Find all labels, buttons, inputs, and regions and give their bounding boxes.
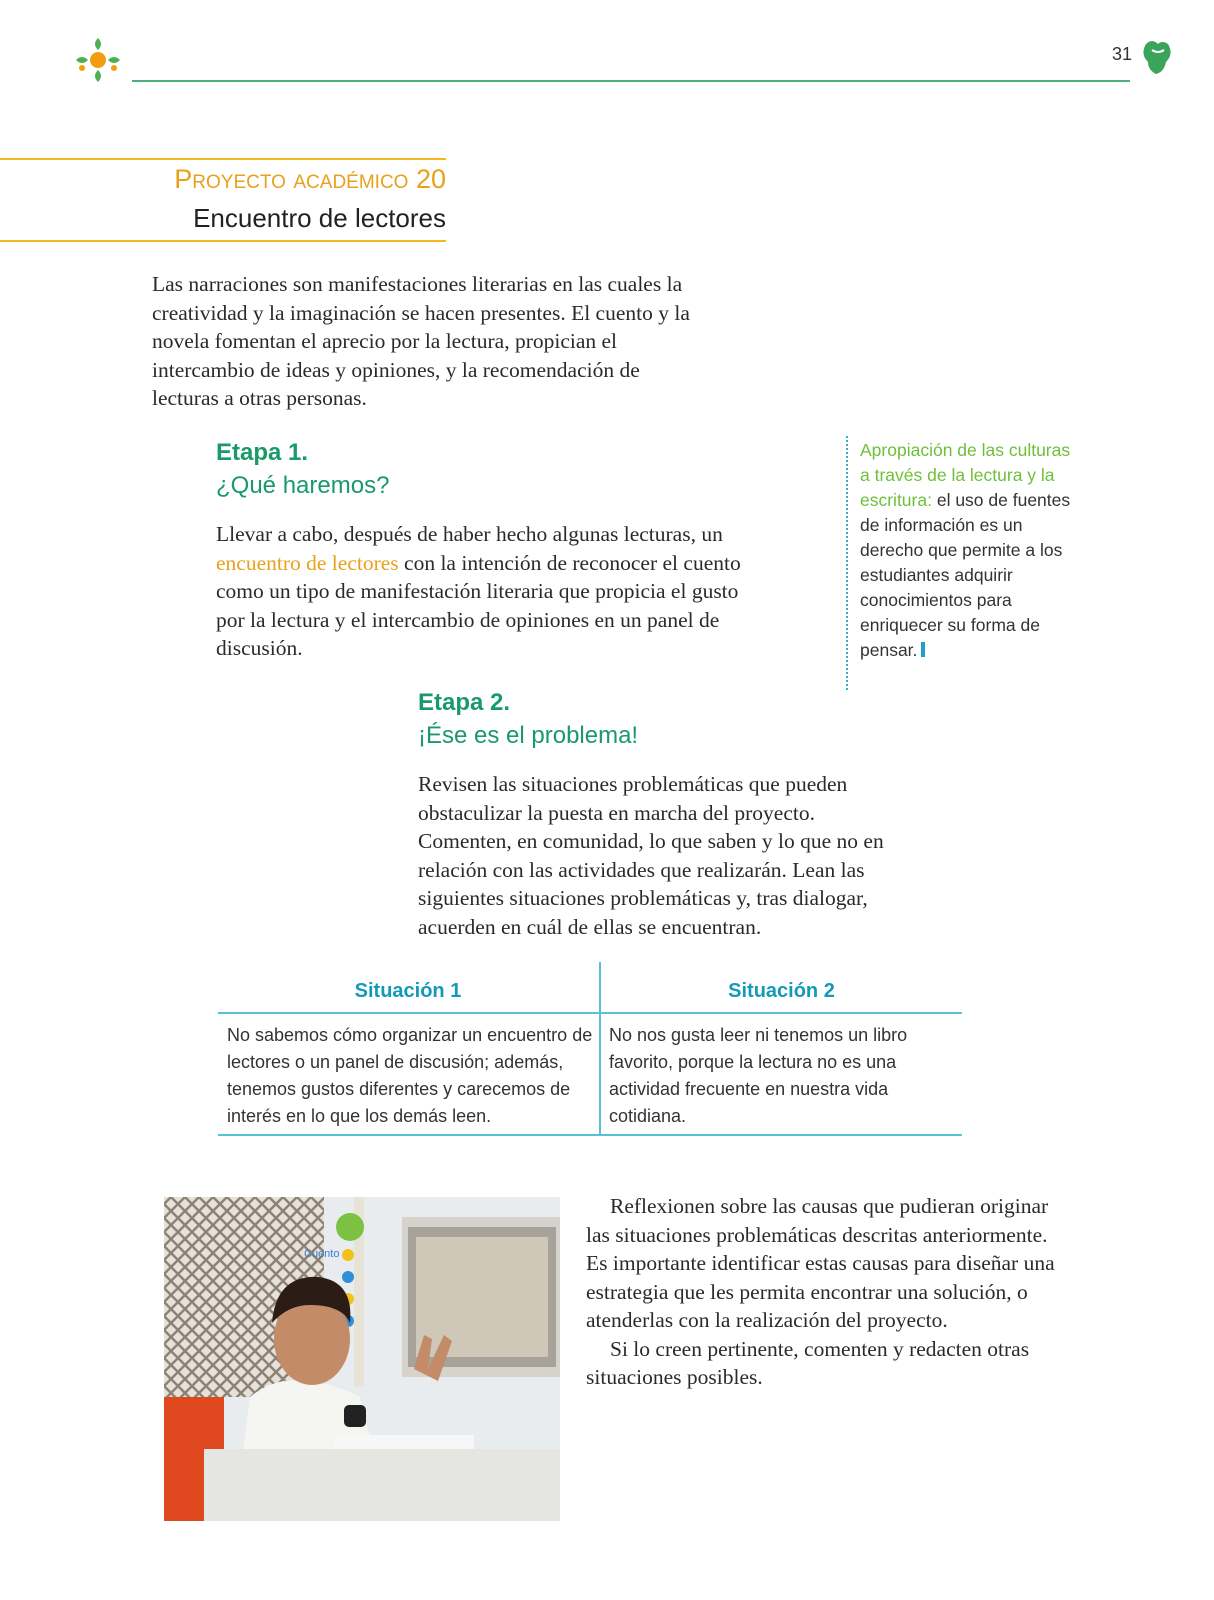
- side-note-title: Apropiación de las culturas a través de la lectura y la escritura:: [860, 440, 1071, 510]
- table-cell-situacion-2: No nos gusta leer ni tenemos un libro favorito, porque la lectura no es una actividad frecuente en nuestra vida cotidiana.: [609, 1025, 908, 1126]
- etapa1-text-before: Llevar a cabo, después de haber hecho algunas lecturas, un: [216, 522, 723, 546]
- table-header-situacion-1: Situación 1: [354, 980, 462, 1002]
- reflection-paragraph-2: Si lo creen pertinente, comenten y redacten otras situaciones posibles.: [586, 1336, 1030, 1389]
- page-number: 31: [1111, 44, 1132, 64]
- etapa1-title: ¿Qué haremos?: [216, 472, 390, 499]
- student-photo: [164, 1197, 560, 1521]
- side-note: [860, 438, 1080, 663]
- title-rule-top: [0, 158, 446, 160]
- table-header-rule: [218, 1012, 962, 1014]
- etapa1-heading: [216, 436, 389, 502]
- etapa1-highlight: encuentro de lectores: [216, 550, 399, 575]
- header-rule: [132, 80, 1130, 82]
- side-note-rule: [846, 436, 848, 690]
- etapa1-label: Etapa 1.: [216, 439, 309, 466]
- green-glyph-icon: [1142, 38, 1174, 76]
- side-note-text: el uso de fuentes de información es un derecho que permite a los estudiantes adquirir conocimientos para enriquecer su forma de pensar.: [860, 490, 1071, 660]
- photo-wall-text: Cuento: [304, 1248, 340, 1260]
- reflection-paragraph-1: Reflexionen sobre las causas que pudieran originar las situaciones problemáticas descritas anteriormente. Es importante identificar estas causas para diseñar una estrategia que les permita encontrar una solución, o atenderlas con la realización del proyecto.: [586, 1194, 1055, 1332]
- etapa2-title: ¡Ése es el problema!: [418, 722, 639, 749]
- end-mark-icon: [921, 642, 925, 657]
- intro-paragraph: Las narraciones son manifestaciones literarias en las cuales la creatividad y la imaginación se hacen presentes. El cuento y la novela fomentan el aprecio por la lectura, propician el intercambio de ideas y opiniones, y la recomendación de lecturas a otras personas.: [152, 272, 690, 410]
- project-subtitle: Encuentro de lectores: [193, 203, 446, 233]
- etapa1-paragraph: [216, 520, 756, 663]
- project-title: Proyecto académico 20: [174, 164, 446, 194]
- table-bottom-rule: [218, 1134, 962, 1136]
- etapa2-heading: [418, 686, 638, 752]
- title-rule-bottom: [0, 240, 446, 242]
- etapa2-label: Etapa 2.: [418, 689, 511, 716]
- table-cell-situacion-1: No sabemos cómo organizar un encuentro de lectores o un panel de discusión; además, tenemos gustos diferentes y carecemos de interés en lo que los demás leen.: [227, 1025, 593, 1126]
- table-header-situacion-2: Situación 2: [728, 980, 835, 1002]
- flower-logo-icon: [72, 34, 124, 86]
- reflection-text: [586, 1192, 1056, 1392]
- etapa1-text-after: con la intención de reconocer el cuento como un tipo de manifestación literaria que propicia el gusto por la lectura y el intercambio de opiniones en un panel de discusión.: [216, 550, 741, 660]
- etapa2-paragraph: Revisen las situaciones problemáticas que pueden obstaculizar la puesta en marcha del proyecto. Comenten, en comunidad, lo que saben y lo que no en relación con las actividades que realizarán. Lean las siguientes situaciones problemáticas y, tras dialogar, acuerden en cuál de ellas se encuentran.: [418, 772, 884, 939]
